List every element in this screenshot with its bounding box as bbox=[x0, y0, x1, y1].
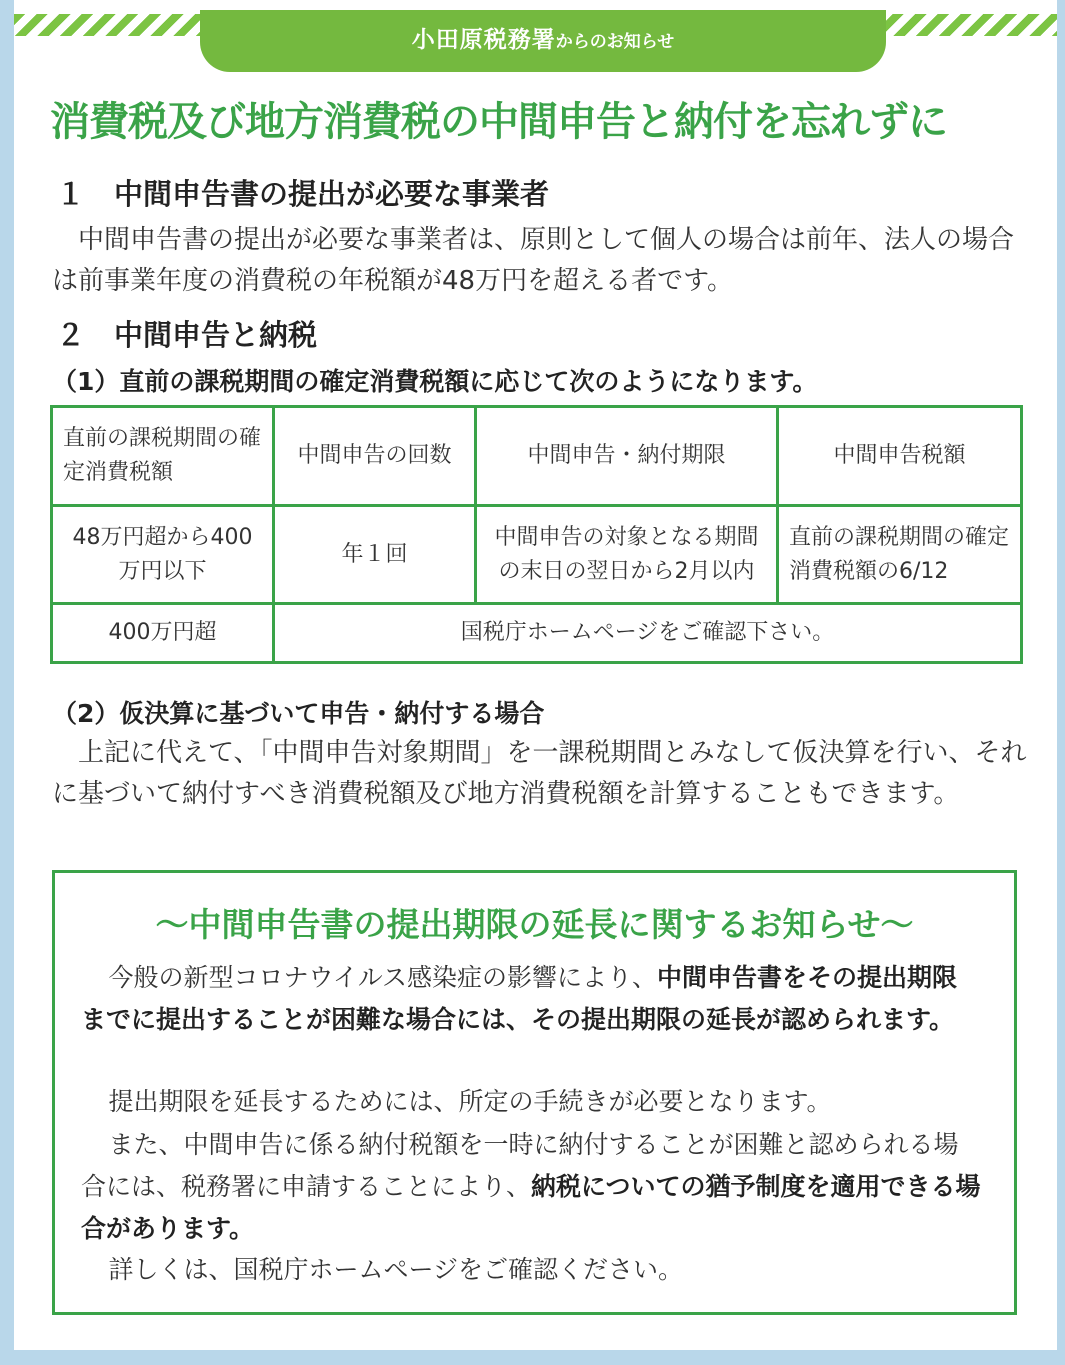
notice-p1-text: 今般の新型コロナウイルス感染症の影響により、 bbox=[108, 963, 658, 992]
notice-box bbox=[52, 870, 1017, 1315]
notice-p3-emphasis: 納税についての猶予制度を適用できる場合があります。 bbox=[81, 1172, 981, 1243]
page bbox=[14, 0, 1057, 1350]
section2-sub2-heading: （2）仮決算に基づいて申告・納付する場合 bbox=[52, 699, 545, 728]
table-cell: 中間申告の対象となる期間の末日の翌日から2月以内 bbox=[476, 506, 778, 604]
header-suffix: からのお知らせ bbox=[555, 32, 675, 52]
section1-body: 中間申告書の提出が必要な事業者は、原則として個人の場合は前年、法人の場合は前事業年度の消費税の年税額が48万円を超える者です。 bbox=[52, 225, 1015, 296]
table-cell: 400万円超 bbox=[52, 604, 274, 663]
table-cell: 国税庁ホームページをご確認下さい。 bbox=[274, 604, 1022, 663]
notice-paragraph-3 bbox=[81, 1124, 981, 1250]
tax-office-name: 小田原税務署 bbox=[411, 27, 556, 53]
notice-title: ～中間申告書の提出期限の延長に関するお知らせ～ bbox=[155, 905, 914, 944]
notice-paragraph-2: 提出期限を延長するためには、所定の手続きが必要となります。 bbox=[108, 1087, 832, 1116]
table-cell: 年１回 bbox=[274, 506, 476, 604]
section2-sub1-heading: （1）直前の課税期間の確定消費税額に応じて次のようになります。 bbox=[52, 367, 818, 396]
table-header-cell: 直前の課税期間の確定消費税額 bbox=[52, 407, 274, 506]
page-title: 消費税及び地方消費税の中間申告と納付を忘れずに bbox=[50, 99, 947, 145]
notice-p3-text: また、中間申告に係る納付税額を一時に納付することが困難と認められる場合には、税務署に申請することにより、 bbox=[81, 1130, 959, 1201]
table-cell: 48万円超から400万円以下 bbox=[52, 506, 274, 604]
table-header-cell: 中間申告の回数 bbox=[274, 407, 476, 506]
table-header-cell: 中間申告税額 bbox=[778, 407, 1022, 506]
section2-sub2-body: 上記に代えて、「中間申告対象期間」を一課税期間とみなして仮決算を行い、それに基づいて納付すべき消費税額及び地方消費税額を計算することもできます。 bbox=[52, 738, 1027, 809]
section1-heading: １ 中間申告書の提出が必要な事業者 bbox=[56, 177, 550, 211]
header-tab bbox=[200, 10, 886, 72]
notice-paragraph-4: 詳しくは、国税庁ホームページをご確認ください。 bbox=[108, 1255, 684, 1284]
decorative-stripe-right bbox=[870, 14, 1057, 36]
notice-p1-emphasis: 中間申告書をその提出期限までに提出することが困難な場合には、その提出期限の延長が認められます。 bbox=[81, 963, 958, 1034]
table-header-cell: 中間申告・納付期限 bbox=[476, 407, 778, 506]
table-row bbox=[52, 604, 1022, 663]
table-row bbox=[52, 506, 1022, 604]
table-cell: 直前の課税期間の確定消費税額の6/12 bbox=[778, 506, 1022, 604]
table-header-row bbox=[52, 407, 1022, 506]
interim-tax-table bbox=[50, 405, 1023, 664]
notice-paragraph-1 bbox=[81, 957, 981, 1041]
decorative-stripe-left bbox=[14, 14, 204, 36]
section2-heading: ２ 中間申告と納税 bbox=[56, 318, 318, 352]
